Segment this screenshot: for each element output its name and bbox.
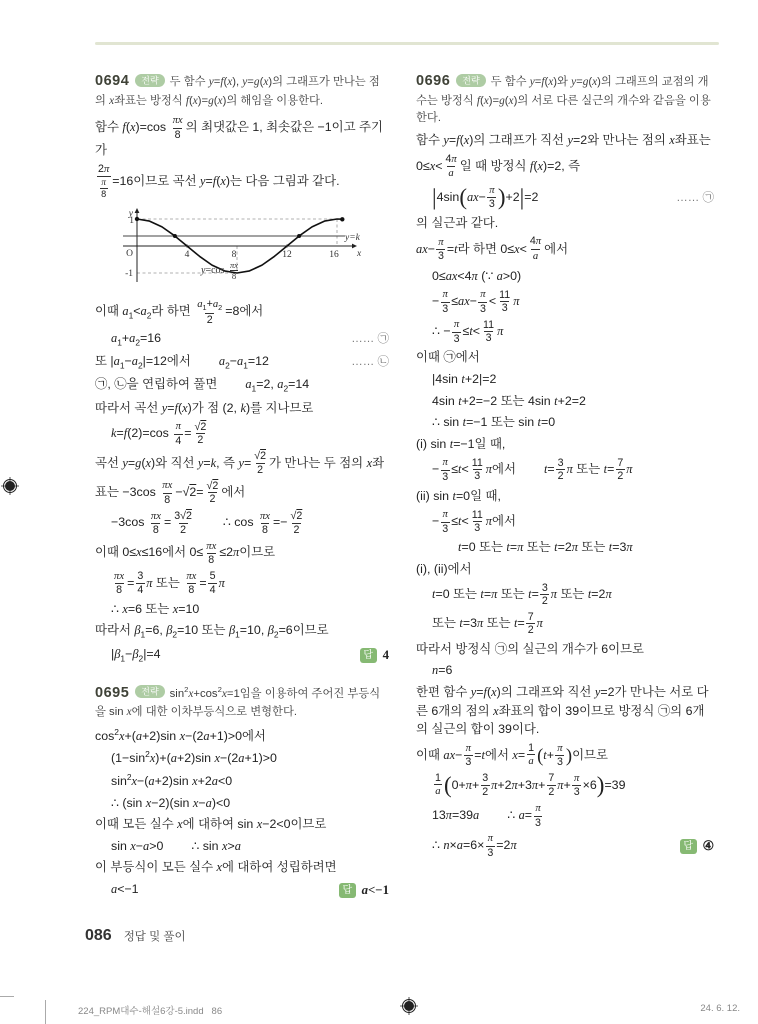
answer-value: ④ xyxy=(702,838,714,853)
line-text: (i), (ii)에서 xyxy=(416,561,472,576)
equation-line xyxy=(95,771,389,791)
text-line xyxy=(416,435,714,454)
text-line xyxy=(416,214,714,233)
equation-line xyxy=(416,413,714,432)
line-text: 이때 $a_1<a_2$라 하면 $\frac{a_1+a_2}{2}$ =8에서 xyxy=(95,297,264,326)
line-text: ∴ sin t=−1 또는 sin t=0 xyxy=(432,415,556,430)
line-text: 13π=39a ∴ a= $\frac{\pi}{3}$ xyxy=(432,803,541,829)
problem-0694 xyxy=(95,71,389,664)
answer xyxy=(331,881,389,900)
equation-line xyxy=(416,318,714,345)
equation-line xyxy=(416,611,714,637)
page-footer-label: 정답 및 풀이 xyxy=(123,931,186,943)
text-line xyxy=(95,479,389,506)
line-text: 4sin t+2=−2 또는 4sin t+2=2 xyxy=(432,393,586,408)
text-line xyxy=(95,352,389,372)
imprint-text xyxy=(78,1003,222,1017)
equation-line xyxy=(95,880,389,900)
crop-mark-horizontal xyxy=(0,996,14,997)
answer-badge: 답 xyxy=(360,648,377,663)
text-line xyxy=(95,375,389,395)
registration-mark-bottom xyxy=(400,997,418,1015)
equation-line xyxy=(416,288,714,315)
text-line xyxy=(416,640,714,659)
line-text: 한편 함수 y=f(x)의 그래프와 직선 y=2가 만나는 서로 다른 6개의 점의 x좌표의 합이 39이므로 방정식 ㉠의 6개의 실근의 합이 39이다. xyxy=(416,684,709,737)
answer-value: a<−1 xyxy=(361,882,389,897)
line-text: 따라서 $\beta_1=6$, $\beta_2=10$ 또는 $\beta_1=10$, $\beta_2=6$이므로 xyxy=(95,623,329,640)
equation-line xyxy=(416,802,714,829)
y-min-label: -1 xyxy=(125,268,133,279)
line-text: 곡선 y=g(x)와 직선 y=k, 즉 y= $\frac{√2}{2}$ 가 만나는 두 점의 x좌 xyxy=(95,450,385,476)
line-text: ∴ n×a=6× $\frac{\pi}{3}$ =2π xyxy=(432,833,517,859)
top-rule xyxy=(95,42,719,45)
line-text: 0≤x< $\frac{4\pi}{a}$ 일 때 방정식 f(x)=2, 즉 xyxy=(416,152,581,180)
equation-line xyxy=(95,837,389,856)
text-line xyxy=(95,815,389,834)
problem-header xyxy=(95,71,389,110)
problem-0696 xyxy=(416,71,714,859)
line-text: 함수 f(x)=cos $\frac{\pi x}{8}$ 의 최댓값은 1, 최솟값은 −1이고 주기가 xyxy=(95,114,383,158)
tick-16: 16 xyxy=(329,249,339,260)
line-text: $\frac{1}{a}$ (0+π+ $\frac{3}{2}$ π+2π+3π+ $\frac{7}{2}$ π+ $\frac{\pi}{3}$ ×6)=39 xyxy=(435,771,626,799)
cosine-graph-figure xyxy=(107,206,369,294)
text-line xyxy=(95,114,389,160)
problem-number: 0694 xyxy=(95,73,130,90)
strategy-text: $\sin^2x+\cos^2x=1$임을 이용하여 주어진 부등식을 sin x에 대한 이차부등식으로 변형한다. xyxy=(95,684,381,719)
problem-body xyxy=(95,114,389,665)
text-line xyxy=(95,450,389,476)
line-text: 따라서 곡선 y=f(x)가 점 (2, k)를 지나므로 xyxy=(95,400,314,415)
equation-line xyxy=(416,661,714,680)
reference-mark: …… ㉠ xyxy=(351,333,389,346)
equation-line xyxy=(416,772,714,799)
answer-badge: 답 xyxy=(680,839,697,854)
intersection-dots xyxy=(135,217,345,238)
line-text: k=f(2)=cos $\frac{\pi}{4}$ = $\frac{√2}{2}$ xyxy=(111,420,207,447)
line-text: ∴ − $\frac{\pi}{3}$ ≤t< $\frac{11}{3}$ π xyxy=(432,318,504,345)
text-line xyxy=(416,235,714,263)
equation-line xyxy=(95,600,389,619)
registration-mark-left xyxy=(1,477,19,495)
x-axis-label: x xyxy=(357,248,362,259)
line-text: −3cos $\frac{\pi x}{8}$ = $\frac{3√2}{2}$ ∴ cos $\frac{\pi x}{8}$ =− $\frac{√2}{2}$ xyxy=(111,510,303,537)
line-text: $a_1+a_2=16$ xyxy=(111,331,162,348)
tick-12: 12 xyxy=(282,249,292,260)
line-text: ax− $\frac{\pi}{3}$ =t라 하면 0≤x< $\frac{4\pi}{a}$ 에서 xyxy=(416,235,569,263)
line-text: $\frac{2\pi}{\frac{\pi}{8}}$ =16이므로 곡선 y=f(x)는 다음 그림과 같다. xyxy=(98,162,340,200)
line-text: |4sin t+2|=2 xyxy=(432,371,497,386)
y-max-label: 1 xyxy=(129,215,134,226)
answer xyxy=(672,837,714,856)
line-text: − $\frac{\pi}{3}$ ≤ax− $\frac{\pi}{3}$ < $\frac{11}{3}$ π xyxy=(432,288,520,315)
tick-8: 8 xyxy=(231,249,237,260)
equation-line xyxy=(416,184,714,211)
line-text: ∴ (sin x−2)(sin x−a)<0 xyxy=(111,795,231,810)
problem-body xyxy=(416,131,714,859)
text-line xyxy=(416,131,714,150)
problem-header xyxy=(95,683,389,722)
right-column xyxy=(416,60,714,875)
tick-4: 4 xyxy=(184,249,190,260)
line-text: − $\frac{\pi}{3}$ ≤t< $\frac{11}{3}$ π에서 t= $\frac{3}{2}$ π 또는 t= $\frac{7}{2}$ π xyxy=(432,456,633,483)
x-axis-arrow xyxy=(352,244,357,249)
text-line xyxy=(95,725,389,745)
line-text: 이때 ax− $\frac{\pi}{3}$ =t에서 x= $\frac{1}{a}$ (t+ $\frac{\pi}{3}$ )이므로 xyxy=(416,741,608,769)
line-text: 또 $|a_1-a_2|=12$에서 $a_2-a_1=12$ xyxy=(95,354,269,371)
line-text: 의 실근과 같다. xyxy=(416,215,499,230)
curve-equation-label: y=cos $\frac{\pi x}{8}$ xyxy=(201,259,239,282)
line-text: (ii) sin t=0일 때, xyxy=(416,488,501,503)
equation-line xyxy=(95,748,389,768)
line-text: ㉠, ㉡을 연립하여 풀면 $a_1=2$, $a_2=14$ xyxy=(95,377,310,394)
reference-mark: …… ㉡ xyxy=(351,356,389,369)
equation-line xyxy=(416,538,714,557)
line-text: $(1-\sin^2x)+(a+2)\sin$ x−(2a+1)>0 xyxy=(111,749,277,766)
strategy-text: 두 함수 y=f(x)와 y=g(x)의 그래프의 교점의 개수는 방정식 f(x)=g(x)의 서로 다른 실근의 개수와 같음을 이용한다. xyxy=(416,76,711,124)
equation-line xyxy=(416,508,714,535)
problem-number: 0696 xyxy=(416,73,451,90)
equation-line xyxy=(95,645,389,665)
y-axis-label: y xyxy=(128,208,133,219)
k-line-label: y=k xyxy=(345,232,360,243)
line-text: 또는 t=3π 또는 t= $\frac{7}{2}$ π xyxy=(432,610,543,637)
line-text: 0≤ax<4π (∵ a>0) xyxy=(432,268,522,283)
equation-line xyxy=(95,570,389,597)
equation-line xyxy=(416,456,714,483)
problem-body xyxy=(95,725,389,900)
line-text: (i) sin t=−1일 때, xyxy=(416,436,506,451)
text-line xyxy=(95,621,389,641)
line-text: $|\beta_1-\beta_2|=4$ xyxy=(111,646,161,664)
answer xyxy=(352,646,389,665)
problem-header xyxy=(416,71,714,127)
reference-mark: …… ㉠ xyxy=(676,191,714,204)
text-line xyxy=(95,540,389,567)
equation-line xyxy=(95,510,389,537)
strategy-badge: 전략 xyxy=(135,685,164,698)
y-axis-arrow xyxy=(135,208,140,213)
strategy-badge: 전략 xyxy=(135,74,164,87)
origin-label: O xyxy=(126,248,133,259)
line-text: $\sin^2x-(a+2)\sin$ x+2a<0 xyxy=(111,771,233,789)
text-line xyxy=(416,560,714,579)
text-line xyxy=(95,163,389,200)
line-text: 표는 −3cos $\frac{\pi x}{8}$ −√2= $\frac{√2}{2}$ 에서 xyxy=(95,479,246,506)
left-column xyxy=(95,60,389,916)
page-number: 086 xyxy=(85,927,112,944)
strategy-text: 두 함수 y=f(x), y=g(x)의 그래프가 만나는 점의 x좌표는 방정식 f(x)=g(x)의 해임을 이용한다. xyxy=(95,76,380,108)
line-text: a<−1 xyxy=(111,882,139,897)
line-text: 이때 모든 실수 x에 대하여 sin x−2<0이므로 xyxy=(95,817,327,832)
text-line xyxy=(416,683,714,739)
line-text: n=6 xyxy=(432,663,453,678)
equation-line xyxy=(416,392,714,411)
problem-number: 0695 xyxy=(95,684,130,701)
line-text: 따라서 방정식 ㉠의 실근의 개수가 6이므로 xyxy=(416,641,645,656)
imprint-filename: 224_RPM대수-해설6강-5.indd xyxy=(78,1006,204,1017)
line-text: 이때 ㉠에서 xyxy=(416,350,480,365)
line-text: sin x−a>0 ∴ sin x>a xyxy=(111,838,241,853)
line-text: 이 부등식이 모든 실수 x에 대하여 성립하려면 xyxy=(95,860,337,875)
page-footer xyxy=(85,927,186,945)
text-line xyxy=(416,348,714,367)
print-date: 24. 6. 12. xyxy=(700,1003,740,1014)
text-line xyxy=(416,742,714,769)
text-line xyxy=(416,153,714,181)
crop-mark-vertical xyxy=(45,1000,46,1024)
equation-line xyxy=(416,370,714,389)
line-text: t=0 또는 t=π 또는 t= $\frac{3}{2}$ π 또는 t=2π xyxy=(432,581,612,608)
line-text: 이때 0≤x≤16에서 0≤ $\frac{\pi x}{8}$ ≤2π이므로 xyxy=(95,540,276,567)
line-text: $\cos^2x+(a+2)\sin$ x−(2a+1)>0에서 xyxy=(95,726,266,743)
equation-line xyxy=(416,267,714,286)
equation-line xyxy=(95,794,389,813)
problem-0695 xyxy=(95,683,389,900)
text-line xyxy=(95,298,389,326)
answer-badge: 답 xyxy=(339,883,356,898)
line-text: |4sin(ax− $\frac{\pi}{3}$ )+2|=2 xyxy=(432,184,539,211)
line-text: 함수 y=f(x)의 그래프가 직선 y=2와 만나는 점의 x좌표는 xyxy=(416,132,711,147)
line-text: − $\frac{\pi}{3}$ ≤t< $\frac{11}{3}$ π에서 xyxy=(432,508,516,535)
equation-line xyxy=(416,582,714,608)
imprint-page: 86 xyxy=(211,1006,223,1017)
equation-line xyxy=(95,329,389,349)
answer-value: 4 xyxy=(382,647,389,662)
equation-line xyxy=(416,832,714,859)
text-line xyxy=(95,858,389,877)
strategy-badge: 전략 xyxy=(456,74,485,87)
line-text: t=0 또는 t=π 또는 t=2π 또는 t=3π xyxy=(458,540,633,555)
line-text: $\frac{\pi x}{8}$ = $\frac{3}{4}$ π 또는 $\frac{\pi x}{8}$ = $\frac{5}{4}$ π xyxy=(114,570,225,597)
text-line xyxy=(416,487,714,506)
text-line xyxy=(95,399,389,418)
line-text: ∴ x=6 또는 x=10 xyxy=(111,601,200,616)
equation-line xyxy=(95,420,389,447)
